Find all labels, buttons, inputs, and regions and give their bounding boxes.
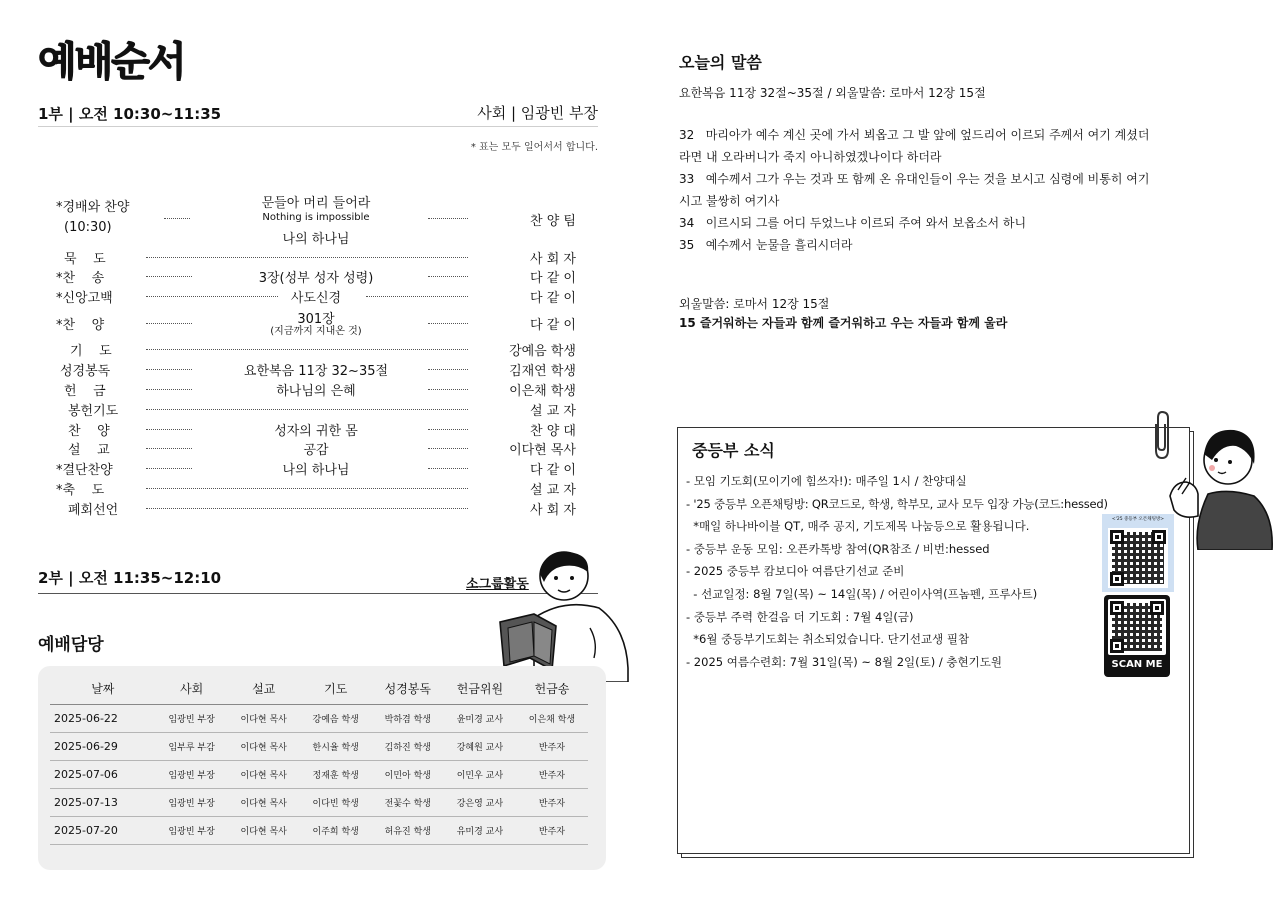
order-who: 설 교 자 xyxy=(530,404,576,419)
leader-dots xyxy=(366,296,468,297)
order-row xyxy=(56,287,576,305)
verse-line: 33 예수께서 그가 우는 것과 또 함께 온 유대인들이 우는 것을 보시고 심령에 비통히 여기 xyxy=(679,172,1150,186)
order-content: 사도신경 xyxy=(290,291,342,306)
leader-dots xyxy=(146,508,468,509)
leader-dots xyxy=(146,468,192,469)
table-row xyxy=(50,760,588,788)
roster-cell: 임부루 부감 xyxy=(156,732,228,760)
roster-cell: 이은채 학생 xyxy=(516,704,588,732)
leader-dots xyxy=(146,389,192,390)
leader-dots xyxy=(146,369,192,370)
order-who: 이은채 학생 xyxy=(509,384,576,399)
qr-code-icon[interactable] xyxy=(1108,528,1168,588)
table-row xyxy=(50,788,588,816)
leader-dots xyxy=(146,488,468,489)
order-row-hymn xyxy=(56,192,576,248)
list-item: *매일 하나바이블 QT, 매주 공지, 기도제목 나눔등으로 활용됩니다. xyxy=(686,519,1030,534)
roster-cell: 강은영 교사 xyxy=(444,788,516,816)
roster-cell: 임광빈 부장 xyxy=(156,788,228,816)
order-row xyxy=(56,267,576,285)
table-row xyxy=(50,816,588,844)
roster-cell: 전꽃수 학생 xyxy=(372,788,444,816)
verse-line: 32 마리아가 예수 계신 곳에 가서 뵈옵고 그 발 앞에 엎드리어 이르되 주께서 여기 계셨더 xyxy=(679,128,1150,142)
roster-header-host: 사회 xyxy=(156,674,228,704)
leader-dots xyxy=(428,276,468,277)
roster-cell: 이민아 학생 xyxy=(372,760,444,788)
order-content-sub: (지금까지 지내온 것) xyxy=(270,326,362,337)
order-label: 기 도 xyxy=(70,344,112,359)
roster-header-offering: 헌금위원 xyxy=(444,674,516,704)
list-item: - '25 중등부 오픈채팅방: QR코드로, 학생, 학부모, 교사 모두 입장 가능(코드:hessed) xyxy=(686,496,1108,511)
notice-card xyxy=(677,427,1190,854)
order-label: *신앙고백 xyxy=(56,291,113,306)
memory-verse xyxy=(679,295,1007,333)
roster-header-sermon: 설교 xyxy=(228,674,300,704)
hymn-song-3: 나의 하나님 xyxy=(282,232,350,247)
verse-line: 시고 불쌍히 여기사 xyxy=(679,194,780,208)
order-row xyxy=(56,340,576,358)
order-content: 요한복음 11장 32~35절 xyxy=(243,364,389,379)
order-who: 다 같 이 xyxy=(530,463,576,478)
page-title: 예배순서 xyxy=(38,39,185,85)
roster-cell: 임광빈 부장 xyxy=(156,816,228,844)
roster-header-prayer: 기도 xyxy=(300,674,372,704)
order-label: 봉헌기도 xyxy=(68,404,119,419)
part2-title: 2부 | 오전 11:35~12:10 xyxy=(38,569,222,587)
roster-cell: 허유진 학생 xyxy=(372,816,444,844)
roster-cell: 박하겸 학생 xyxy=(372,704,444,732)
roster-cell: 이다현 목사 xyxy=(228,788,300,816)
order-who: 사 회 자 xyxy=(530,503,576,518)
roster-cell: 임광빈 부장 xyxy=(156,704,228,732)
order-row xyxy=(56,479,576,497)
order-label: 설 교 xyxy=(68,443,110,458)
table-row xyxy=(50,732,588,760)
order-row xyxy=(56,248,576,266)
order-content: 나의 하나님 xyxy=(282,463,350,478)
leader-dots xyxy=(146,448,192,449)
order-label: *결단찬양 xyxy=(56,463,113,478)
order-row xyxy=(56,380,576,398)
roster-cell: 이민우 교사 xyxy=(444,760,516,788)
leader-dots xyxy=(428,323,468,324)
roster-cell: 윤미경 교사 xyxy=(444,704,516,732)
order-content: 3장(성부 성자 성령) xyxy=(258,271,374,286)
roster-cell: 이주희 학생 xyxy=(300,816,372,844)
scan-me-label: SCAN ME xyxy=(1111,659,1163,670)
order-who: 설 교 자 xyxy=(530,483,576,498)
leader-dots xyxy=(146,323,192,324)
leader-dots xyxy=(146,257,468,258)
list-item: - 중등부 주력 한걸음 더 기도회 : 7월 4일(금) xyxy=(686,609,914,624)
leader-dots xyxy=(428,369,468,370)
order-who: 강예음 학생 xyxy=(509,344,576,359)
leader-dots xyxy=(428,429,468,430)
part1-title: 1부 | 오전 10:30~11:35 xyxy=(38,105,222,123)
order-label: *축 도 xyxy=(56,483,105,498)
verse-line: 34 이르시되 그를 어디 두었느냐 이르되 주여 와서 보옵소서 하니 xyxy=(679,216,1027,230)
roster-cell: 강혜원 교사 xyxy=(444,732,516,760)
order-label: *경배와 찬양 xyxy=(56,200,130,215)
roster-cell: 임광빈 부장 xyxy=(156,760,228,788)
list-item: - 선교일정: 8월 7일(목) ~ 14일(목) / 어린이사역(프놈펜, 프루사트) xyxy=(686,586,1038,601)
roster-cell: 반주자 xyxy=(516,788,588,816)
leader-dots xyxy=(164,218,190,219)
order-content: 성자의 귀한 몸 xyxy=(274,424,358,439)
roster-header-date: 날짜 xyxy=(50,674,156,704)
order-row xyxy=(56,459,576,477)
scan-me-qr-panel xyxy=(1104,595,1170,677)
part1-header xyxy=(38,103,598,127)
order-who: 찬 양 팀 xyxy=(530,214,576,229)
roster-cell: 정재훈 학생 xyxy=(300,760,372,788)
order-content: 공감 xyxy=(303,443,329,458)
roster-cell: 이다현 목사 xyxy=(228,816,300,844)
order-row xyxy=(56,308,576,338)
order-row xyxy=(56,360,576,378)
leader-dots xyxy=(428,218,468,219)
order-label: 헌 금 xyxy=(64,384,106,399)
order-row xyxy=(56,439,576,457)
roster-cell: 이다현 목사 xyxy=(228,704,300,732)
roster-cell: 2025-06-29 xyxy=(50,732,156,760)
roster-cell: 김하진 학생 xyxy=(372,732,444,760)
order-row xyxy=(56,400,576,418)
open-chat-qr-panel xyxy=(1102,514,1174,592)
part1-host: 사회 | 임광빈 부장 xyxy=(477,104,598,122)
order-label: 묵 도 xyxy=(64,252,106,267)
roster-cell: 2025-07-20 xyxy=(50,816,156,844)
roster-table xyxy=(50,674,588,845)
roster-header-reading: 성경봉독 xyxy=(372,674,444,704)
roster-panel xyxy=(38,666,606,870)
order-who: 찬 양 대 xyxy=(530,424,576,439)
roster-cell: 2025-07-06 xyxy=(50,760,156,788)
roster-cell: 반주자 xyxy=(516,816,588,844)
reading-person-illustration xyxy=(494,548,630,682)
list-item: - 2025 여름수련회: 7월 31일(목) ~ 8월 2일(토) / 충현기도원 xyxy=(686,654,1002,669)
order-who: 다 같 이 xyxy=(530,291,576,306)
list-item: - 모임 기도회(모이기에 힘쓰자!): 매주일 1시 / 찬양대실 xyxy=(686,474,967,488)
roster-cell: 강예음 학생 xyxy=(300,704,372,732)
order-who: 이다현 목사 xyxy=(509,443,576,458)
memory-verse-ref: 외울말씀: 로마서 12장 15절 xyxy=(679,297,830,311)
peeking-person-illustration xyxy=(1168,424,1276,550)
qr-caption: <'25 중등부 오픈채팅방> xyxy=(1111,517,1165,522)
leader-dots xyxy=(146,429,192,430)
order-content: 301장 xyxy=(297,312,335,327)
roster-header-row xyxy=(50,674,588,704)
roster-cell: 이다현 목사 xyxy=(228,760,300,788)
verse-line: 라면 내 오라버니가 죽지 아니하였겠나이다 하더라 xyxy=(679,150,942,164)
order-label: 폐회선언 xyxy=(68,503,119,518)
roster-cell: 반주자 xyxy=(516,760,588,788)
hymn-song-1: 문들아 머리 들어라 xyxy=(261,196,371,211)
table-row xyxy=(50,704,588,732)
hymn-song-2: Nothing is impossible xyxy=(262,212,370,223)
notice-title: 중등부 소식 xyxy=(692,441,775,460)
order-who: 사 회 자 xyxy=(530,252,576,267)
roster-cell: 2025-06-22 xyxy=(50,704,156,732)
leader-dots xyxy=(428,468,468,469)
word-reference: 요한복음 11장 32절~35절 / 외울말씀: 로마서 12장 15절 xyxy=(679,86,986,100)
list-item: - 중등부 운동 모임: 오픈카톡방 참여(QR참조 / 비번:hessed xyxy=(686,541,990,556)
roster-cell: 2025-07-13 xyxy=(50,788,156,816)
order-label: 성경봉독 xyxy=(60,364,111,379)
roster-cell: 이다현 목사 xyxy=(228,732,300,760)
order-label: 찬 양 xyxy=(68,424,110,439)
order-label: *찬 송 xyxy=(56,271,105,286)
small-group-label: 소그룹활동 xyxy=(466,577,529,592)
leader-dots xyxy=(146,349,468,350)
order-label: *찬 양 xyxy=(56,318,105,333)
roster-cell: 유미경 교사 xyxy=(444,816,516,844)
order-time: (10:30) xyxy=(64,220,112,235)
leader-dots xyxy=(146,409,468,410)
memory-verse-text: 15 즐거워하는 자들과 함께 즐거워하고 우는 자들과 함께 울라 xyxy=(679,316,1008,330)
roster-cell: 한시율 학생 xyxy=(300,732,372,760)
order-row xyxy=(56,499,576,517)
order-content: 하나님의 은혜 xyxy=(276,384,356,399)
leader-dots xyxy=(146,276,192,277)
word-title: 오늘의 말씀 xyxy=(679,53,762,72)
stand-note: * 표는 모두 일어서서 합니다. xyxy=(470,142,598,153)
order-who: 다 같 이 xyxy=(530,271,576,286)
leader-dots xyxy=(428,389,468,390)
list-item: *6월 중등부기도회는 취소되었습니다. 단기선교생 필참 xyxy=(686,632,970,647)
roster-cell: 반주자 xyxy=(516,732,588,760)
verse-line: 35 예수께서 눈물을 흘리시더라 xyxy=(679,238,853,252)
list-item: - 2025 중등부 캄보디아 여름단기선교 준비 xyxy=(686,564,905,579)
notice-list xyxy=(686,470,1156,673)
roster-cell: 이다빈 학생 xyxy=(300,788,372,816)
qr-code-icon[interactable] xyxy=(1108,599,1166,655)
leader-dots xyxy=(428,448,468,449)
order-row xyxy=(56,420,576,438)
roster-header-offering-song: 헌금송 xyxy=(516,674,588,704)
order-who: 김재연 학생 xyxy=(509,364,576,379)
leader-dots xyxy=(146,296,278,297)
roster-title: 예배담당 xyxy=(38,635,104,655)
order-who: 다 같 이 xyxy=(530,318,576,333)
scripture-text xyxy=(679,124,1224,256)
